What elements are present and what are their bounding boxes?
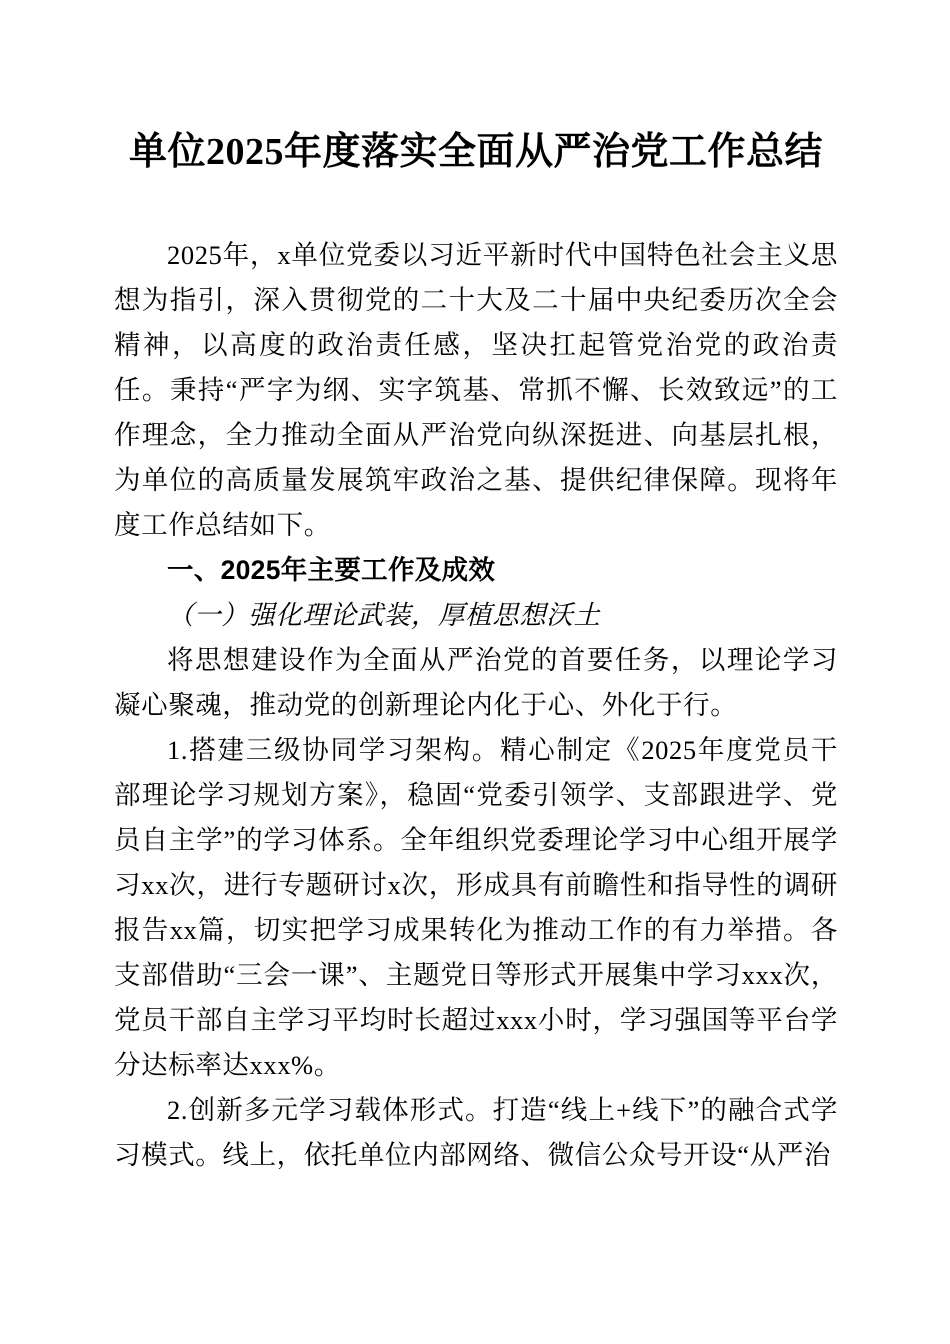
- page-title: 单位2025年度落实全面从严治党工作总结: [128, 131, 823, 173]
- document-content-column: [114, 0, 838, 1178]
- numbered-item-2: 2.创新多元学习载体形式。打造“线上+线下”的融合式学习模式。线上，依托单位内部网络、微信公众号开设“从严治: [114, 1095, 838, 1170]
- subsection-heading-1-1: （一）强化理论武装，厚植思想沃土: [167, 600, 601, 630]
- section-heading-1: 一、2025年主要工作及成效: [167, 555, 496, 585]
- numbered-item-1: 1.搭建三级协同学习架构。精心制定《2025年度党员干部理论学习规划方案》，稳固“党委引领学、支部跟进学、党员自主学”的学习体系。全年组织党委理论学习中心组开展学习xx次，进行专题研讨x次，形成具有前瞻性和指导性的调研报告xx篇，切实把学习成果转化为推动工作的有力举措。各支部借助“三会一课”、主题党日等形式开展集中学习xxx次，党员干部自主学习平均时长超过xxx小时，学习强国等平台学分达标率达xxx%。: [114, 735, 838, 1080]
- subsection-intro-paragraph: 将思想建设作为全面从严治党的首要任务，以理论学习凝心聚魂，推动党的创新理论内化于心、外化于行。: [114, 645, 838, 720]
- opening-paragraph: 2025年，x单位党委以习近平新时代中国特色社会主义思想为指引，深入贯彻党的二十大及二十届中央纪委历次全会精神，以高度的政治责任感，坚决扛起管党治党的政治责任。秉持“严字为纲、实字筑基、常抓不懈、长效致远”的工作理念，全力推动全面从严治党向纵深挺进、向基层扎根，为单位的高质量发展筑牢政治之基、提供纪律保障。现将年度工作总结如下。: [114, 240, 838, 540]
